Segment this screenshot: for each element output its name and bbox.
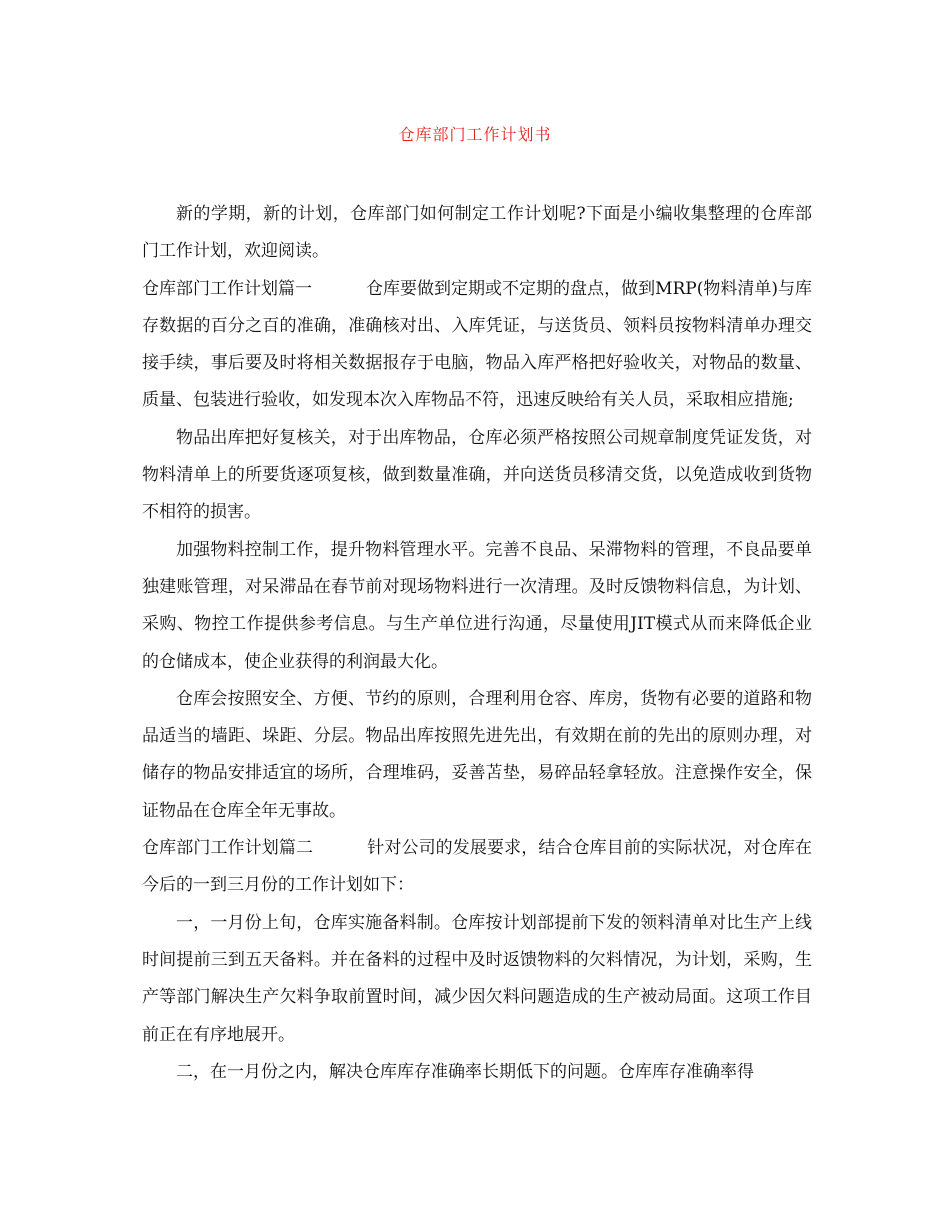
body-paragraph: 物品出库把好复核关，对于出库物品，仓库必须严格按照公司规章制度凭证发货，对物料清单上的所要货逐项复核，做到数量准确，并向送货员移清交货，以免造成收到货物不相符的损害。 bbox=[142, 427, 812, 523]
body-paragraph: 仓库会按照安全、方便、节约的原则，合理利用仓容、库房，货物有必要的道路和物品适当的墙距、垛距、分层。物品出库按照先进先出，有效期在前的先出的原则办理，对储存的物品安排适宜的场所，合理堆码，妥善苫垫，易碎品轻拿轻放。注意操作安全，保证物品在仓库全年无事故。 bbox=[142, 688, 812, 821]
document-title: 仓库部门工作计划书 bbox=[398, 125, 552, 144]
body-paragraph: 加强物料控制工作，提升物料管理水平。完善不良品、呆滞物料的管理，不良品要单独建账管理，对呆滞品在春节前对现场物料进行一次清理。及时反馈物料信息，为计划、采购、物控工作提供参考信息。与生产单位进行沟通，尽量使用JIT模式从而来降低企业的仓储成本，使企业获得的利润最大化。 bbox=[142, 539, 812, 672]
body-paragraph: 一，一月份上旬，仓库实施备料制。仓库按计划部提前下发的领料清单对比生产上线时间提前三到五天备料。并在备料的过程中及时返馈物料的欠料情况，为计划，采购，生产等部门解决生产欠料争取前置时间，减少因欠料问题造成的生产被动局面。这项工作目前正在有序地展开。 bbox=[142, 912, 812, 1045]
body-paragraph: 二，在一月份之内，解决仓库库存准确率长期低下的问题。仓库库存准确率得 bbox=[176, 1061, 754, 1082]
section-1-text: 仓库要做到定期或不定期的盘点，做到MRP(物料清单)与库存数据的百分之百的准确，准确核对出、入库凭证，与送货员、领料员按物料清单办理交接手续，事后要及时将相关数据报存于电脑，物品入库严格把好验收关，对物品的数量、质量、包装进行验收，如发现本次入库物品不符，迅速反映给有关人员，采取相应措施; bbox=[142, 278, 812, 411]
section-1-paragraph bbox=[142, 271, 812, 420]
section-2-heading: 仓库部门工作计划篇二 bbox=[142, 838, 314, 859]
intro-paragraph: 新的学期，新的计划，仓库部门如何制定工作计划呢?下面是小编收集整理的仓库部门工作计划，欢迎阅读。 bbox=[142, 204, 812, 262]
section-2-text: 针对公司的发展要求，结合仓库目前的实际状况，对仓库在今后的一到三月份的工作计划如下： bbox=[142, 838, 813, 896]
section-1-heading: 仓库部门工作计划篇一 bbox=[142, 278, 313, 299]
document-body bbox=[142, 196, 812, 1091]
section-2-paragraph bbox=[142, 830, 812, 905]
